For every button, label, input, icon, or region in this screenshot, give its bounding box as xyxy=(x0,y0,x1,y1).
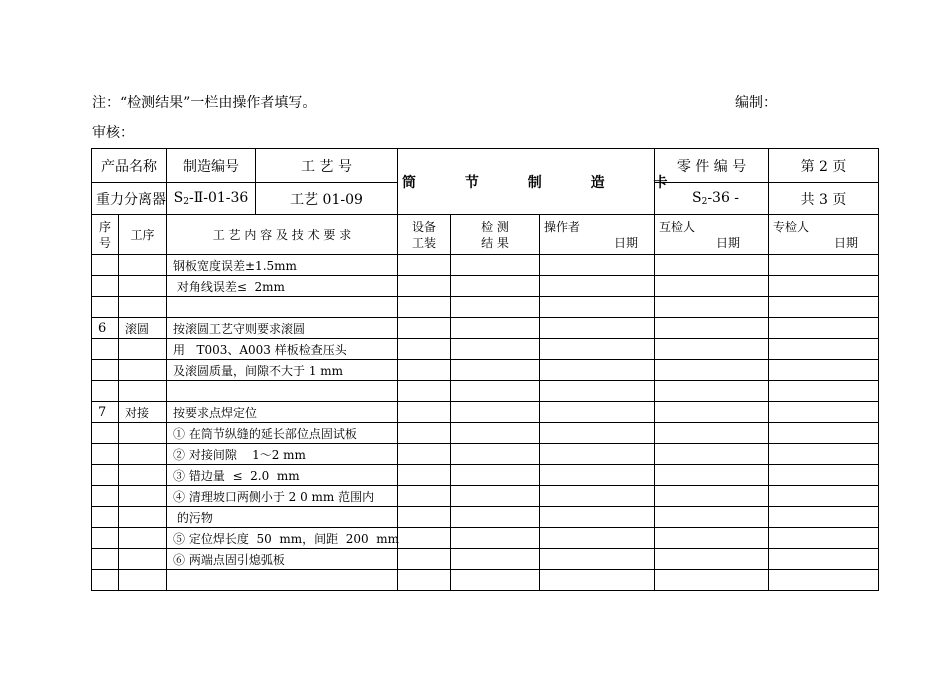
row-seq xyxy=(92,360,119,381)
col-operator: 操作者 日期 xyxy=(540,215,655,255)
row-special-inspector xyxy=(769,402,879,423)
table-row xyxy=(92,255,879,276)
row-operator xyxy=(540,318,655,339)
row-content: ① 在筒节纵缝的延长部位点固试板 xyxy=(167,423,398,444)
table-row xyxy=(92,297,879,318)
row-equipment xyxy=(398,465,451,486)
row-result xyxy=(451,402,540,423)
table-row xyxy=(92,423,879,444)
row-operator xyxy=(540,570,655,591)
row-result xyxy=(451,318,540,339)
part-no-label: 零 件 编 号 xyxy=(655,149,769,183)
col-content: 工 艺 内 容 及 技 术 要 求 xyxy=(167,215,398,255)
col-result: 检 测 结 果 xyxy=(451,215,540,255)
part-no-value: $S_2-36$ - xyxy=(655,183,769,215)
process-no-value: 工艺 01-09 xyxy=(256,183,398,215)
row-mutual-inspector xyxy=(655,360,769,381)
page-current: 第 2 页 xyxy=(769,149,879,183)
row-mutual-inspector xyxy=(655,339,769,360)
row-seq xyxy=(92,423,119,444)
row-special-inspector xyxy=(769,297,879,318)
row-step xyxy=(119,276,167,297)
table-row xyxy=(92,339,879,360)
manufacturing-card-table xyxy=(91,148,879,591)
row-special-inspector xyxy=(769,528,879,549)
row-operator xyxy=(540,381,655,402)
row-special-inspector xyxy=(769,465,879,486)
row-operator xyxy=(540,276,655,297)
row-result xyxy=(451,528,540,549)
col-equipment: 设备 工装 xyxy=(398,215,451,255)
row-step xyxy=(119,528,167,549)
row-content xyxy=(167,381,398,402)
row-special-inspector xyxy=(769,423,879,444)
row-special-inspector xyxy=(769,318,879,339)
col-step: 工序 xyxy=(119,215,167,255)
table-row xyxy=(92,360,879,381)
row-equipment xyxy=(398,339,451,360)
header-row-1 xyxy=(92,149,879,183)
page-total: 共 3 页 xyxy=(769,183,879,215)
row-content xyxy=(167,297,398,318)
table-row xyxy=(92,402,879,423)
row-mutual-inspector xyxy=(655,549,769,570)
row-step xyxy=(119,423,167,444)
row-seq xyxy=(92,297,119,318)
row-seq xyxy=(92,381,119,402)
row-operator xyxy=(540,297,655,318)
row-content: ⑥ 两端点固引熄弧板 xyxy=(167,549,398,570)
row-step: 滚圆 xyxy=(119,318,167,339)
row-mutual-inspector xyxy=(655,297,769,318)
row-step xyxy=(119,381,167,402)
row-step xyxy=(119,465,167,486)
compiler-label: 编制： xyxy=(735,95,777,111)
process-no-label: 工 艺 号 xyxy=(256,149,398,183)
row-content: ③ 错边量 ≤ 2.0 mm xyxy=(167,465,398,486)
row-mutual-inspector xyxy=(655,528,769,549)
row-equipment xyxy=(398,297,451,318)
row-equipment xyxy=(398,570,451,591)
row-equipment xyxy=(398,276,451,297)
row-result xyxy=(451,255,540,276)
mfg-no-label: 制造编号 xyxy=(167,149,256,183)
row-seq xyxy=(92,444,119,465)
row-seq xyxy=(92,486,119,507)
row-special-inspector xyxy=(769,507,879,528)
row-special-inspector xyxy=(769,276,879,297)
row-equipment xyxy=(398,381,451,402)
row-operator xyxy=(540,486,655,507)
row-mutual-inspector xyxy=(655,507,769,528)
row-equipment xyxy=(398,486,451,507)
row-step xyxy=(119,507,167,528)
row-result xyxy=(451,381,540,402)
row-equipment xyxy=(398,528,451,549)
row-equipment xyxy=(398,402,451,423)
row-special-inspector xyxy=(769,444,879,465)
row-special-inspector xyxy=(769,486,879,507)
row-content: 及滚圆质量，间隙不大于 1 mm xyxy=(167,360,398,381)
row-content: ⑤ 定位焊长度 50 mm，间距 200 mm xyxy=(167,528,398,549)
col-special-inspector: 专检人 日期 xyxy=(769,215,879,255)
table-row xyxy=(92,570,879,591)
row-operator xyxy=(540,423,655,444)
table-row xyxy=(92,276,879,297)
table-row xyxy=(92,486,879,507)
row-result xyxy=(451,276,540,297)
row-step xyxy=(119,360,167,381)
row-operator xyxy=(540,507,655,528)
row-result xyxy=(451,570,540,591)
row-seq xyxy=(92,465,119,486)
row-seq: 7 xyxy=(92,402,119,423)
row-content: 按要求点焊定位 xyxy=(167,402,398,423)
row-mutual-inspector xyxy=(655,423,769,444)
row-operator xyxy=(540,255,655,276)
process-rows xyxy=(92,255,879,591)
row-step xyxy=(119,549,167,570)
row-mutual-inspector xyxy=(655,381,769,402)
row-step xyxy=(119,255,167,276)
row-content: 用 T003、A003 样板检查压头 xyxy=(167,339,398,360)
row-seq xyxy=(92,528,119,549)
card-title: 筒 节 制 造 卡 xyxy=(398,149,655,215)
table-row xyxy=(92,318,879,339)
row-content: 的污物 xyxy=(167,507,398,528)
row-equipment xyxy=(398,318,451,339)
row-operator xyxy=(540,528,655,549)
row-seq xyxy=(92,276,119,297)
row-step xyxy=(119,570,167,591)
row-step: 对接 xyxy=(119,402,167,423)
row-step xyxy=(119,339,167,360)
row-operator xyxy=(540,444,655,465)
fill-note: 注：“检测结果”一栏由操作者填写。 xyxy=(92,95,317,111)
row-equipment xyxy=(398,507,451,528)
table-row xyxy=(92,528,879,549)
row-special-inspector xyxy=(769,381,879,402)
row-content: ④ 清理坡口两侧小于 2 0 mm 范围内 xyxy=(167,486,398,507)
row-seq xyxy=(92,255,119,276)
row-result xyxy=(451,507,540,528)
row-equipment xyxy=(398,423,451,444)
row-result xyxy=(451,444,540,465)
row-operator xyxy=(540,402,655,423)
row-step xyxy=(119,297,167,318)
row-result xyxy=(451,549,540,570)
row-special-inspector xyxy=(769,360,879,381)
row-equipment xyxy=(398,255,451,276)
row-special-inspector xyxy=(769,570,879,591)
row-seq: 6 xyxy=(92,318,119,339)
row-seq xyxy=(92,570,119,591)
row-special-inspector xyxy=(769,549,879,570)
table-row xyxy=(92,381,879,402)
row-content: ② 对接间隙 1～2 mm xyxy=(167,444,398,465)
row-seq xyxy=(92,507,119,528)
row-step xyxy=(119,444,167,465)
column-header-row xyxy=(92,215,879,255)
row-operator xyxy=(540,549,655,570)
product-name-value: 重力分离器 xyxy=(92,183,167,215)
row-operator xyxy=(540,360,655,381)
table-row xyxy=(92,507,879,528)
row-equipment xyxy=(398,444,451,465)
row-mutual-inspector xyxy=(655,465,769,486)
row-step xyxy=(119,486,167,507)
row-result xyxy=(451,297,540,318)
col-seq: 序 号 xyxy=(92,215,119,255)
row-result xyxy=(451,423,540,444)
row-seq xyxy=(92,339,119,360)
row-equipment xyxy=(398,360,451,381)
row-result xyxy=(451,339,540,360)
row-operator xyxy=(540,465,655,486)
row-mutual-inspector xyxy=(655,402,769,423)
row-mutual-inspector xyxy=(655,276,769,297)
row-content: 对角线误差≤ 2mm xyxy=(167,276,398,297)
row-content: 钢板宽度误差±1.5mm xyxy=(167,255,398,276)
row-operator xyxy=(540,339,655,360)
row-seq xyxy=(92,549,119,570)
col-mutual-inspector: 互检人 日期 xyxy=(655,215,769,255)
row-equipment xyxy=(398,549,451,570)
row-result xyxy=(451,465,540,486)
reviewer-label: 审核： xyxy=(92,125,134,141)
table-row xyxy=(92,444,879,465)
row-content: 按滚圆工艺守则要求滚圆 xyxy=(167,318,398,339)
row-mutual-inspector xyxy=(655,318,769,339)
row-mutual-inspector xyxy=(655,255,769,276)
row-special-inspector xyxy=(769,339,879,360)
mfg-no-value: $S_2-Ⅱ-01-36$ xyxy=(167,183,256,215)
row-mutual-inspector xyxy=(655,444,769,465)
row-content xyxy=(167,570,398,591)
row-result xyxy=(451,486,540,507)
row-mutual-inspector xyxy=(655,486,769,507)
product-name-label: 产品名称 xyxy=(92,149,167,183)
row-special-inspector xyxy=(769,255,879,276)
table-row xyxy=(92,549,879,570)
row-result xyxy=(451,360,540,381)
row-mutual-inspector xyxy=(655,570,769,591)
table-row xyxy=(92,465,879,486)
